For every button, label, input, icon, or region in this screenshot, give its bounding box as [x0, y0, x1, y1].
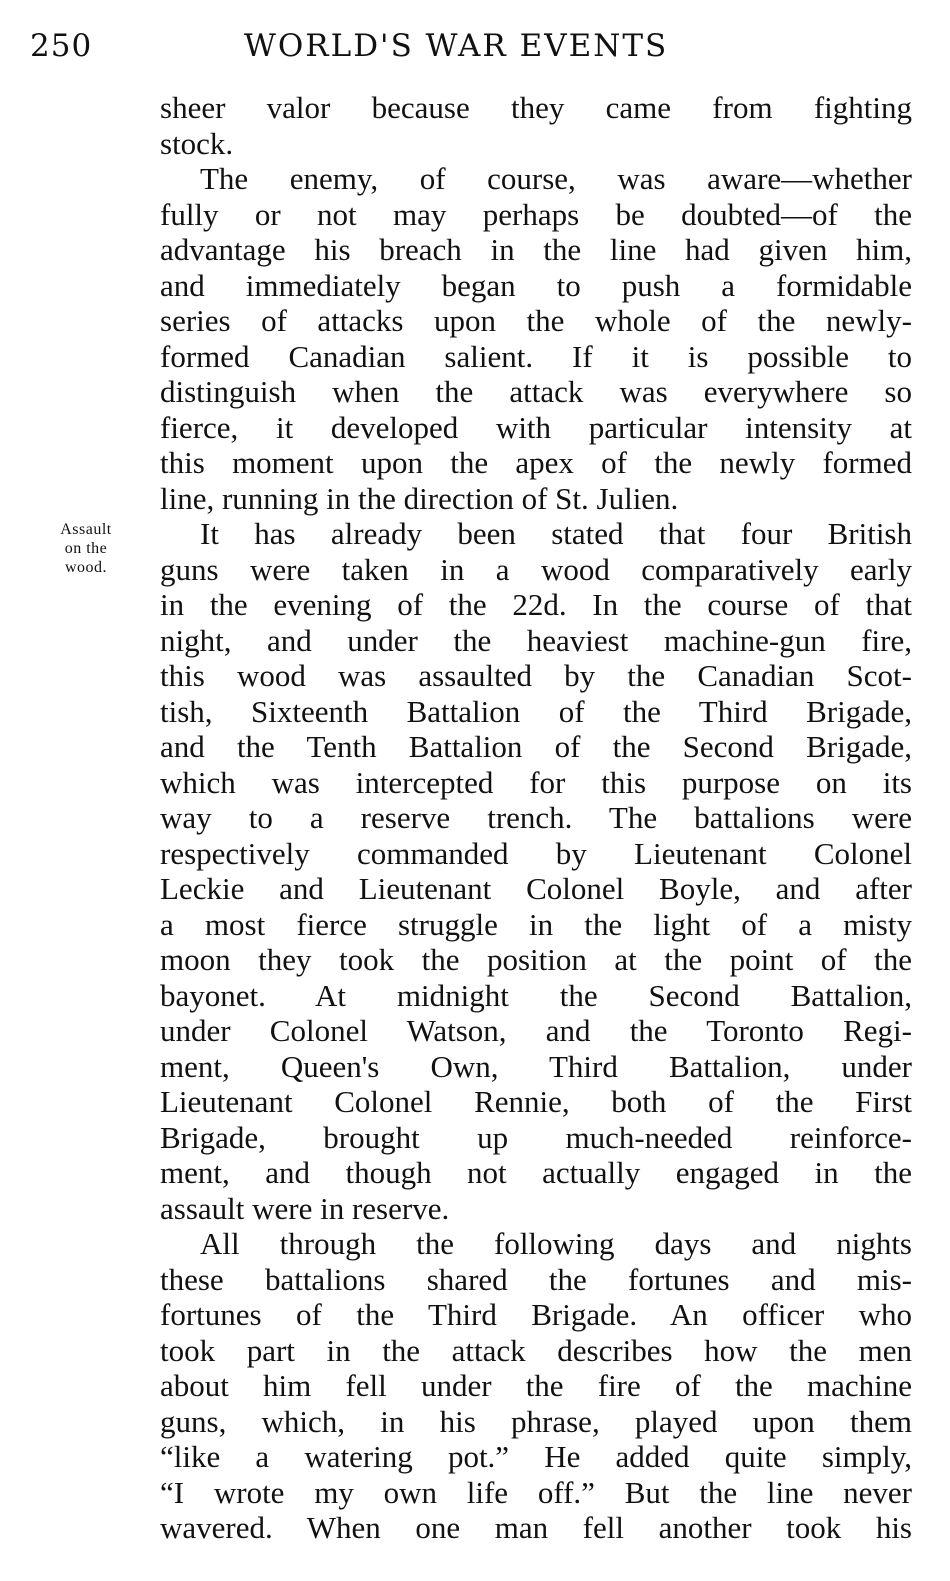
- text-line: moon they took the position at the point of the: [160, 942, 912, 977]
- text-line: way to a reserve trench. The battalions were: [160, 800, 912, 835]
- body-text: [160, 90, 912, 1546]
- margin-note-line: Assault: [60, 521, 112, 538]
- margin-note-line: wood.: [64, 559, 108, 576]
- margin-note: [34, 520, 138, 577]
- running-title: WORLD'S WAR EVENTS: [244, 28, 669, 64]
- text-line: “like a watering pot.” He added quite simply,: [160, 1439, 912, 1474]
- text-line: wavered. When one man fell another took his: [160, 1510, 912, 1545]
- text-line: guns were taken in a wood comparatively early: [160, 551, 912, 587]
- text-line: It has already been stated that four British: [200, 516, 912, 551]
- text-line: series of attacks upon the whole of the newly-: [160, 303, 912, 338]
- text-line: line, running in the direction of St. Julien.: [160, 480, 679, 516]
- margin-note-line: on the: [64, 540, 108, 557]
- page-number: 250: [30, 28, 93, 64]
- text-line: stock.: [160, 125, 234, 161]
- text-line: ment, Queen's Own, Third Battalion, under: [160, 1048, 912, 1084]
- text-line: these battalions shared the fortunes and mis-: [160, 1261, 912, 1297]
- text-line: sheer valor because they came from fighting: [160, 90, 912, 125]
- text-line: The enemy, of course, was aware—whether: [200, 161, 912, 196]
- text-line: night, and under the heaviest machine-gun fire,: [160, 622, 912, 658]
- text-line: about him fell under the fire of the machine: [160, 1368, 912, 1403]
- text-line: Lieutenant Colonel Rennie, both of the First: [160, 1084, 912, 1119]
- text-line: ment, and though not actually engaged in the: [160, 1155, 912, 1190]
- text-line: formed Canadian salient. If it is possible to: [160, 338, 912, 374]
- text-line: took part in the attack describes how the men: [160, 1332, 912, 1368]
- text-line: fortunes of the Third Brigade. An officer who: [160, 1297, 912, 1332]
- text-line: assault were in reserve.: [160, 1190, 450, 1226]
- text-line: and the Tenth Battalion of the Second Brigade,: [160, 729, 912, 764]
- text-line: and immediately began to push a formidable: [160, 267, 912, 303]
- text-line: in the evening of the 22d. In the course of that: [160, 587, 912, 622]
- text-line: a most fierce struggle in the light of a misty: [160, 906, 912, 942]
- text-line: guns, which, in his phrase, played upon them: [160, 1403, 912, 1439]
- text-line: Brigade, brought up much-needed reinforce-: [160, 1119, 912, 1155]
- text-line: fierce, it developed with particular intensity at: [160, 409, 912, 445]
- text-line: under Colonel Watson, and the Toronto Regi-: [160, 1013, 912, 1048]
- text-line: All through the following days and nights: [200, 1226, 912, 1261]
- text-line: this wood was assaulted by the Canadian Scot-: [160, 658, 912, 693]
- text-line: which was intercepted for this purpose on its: [160, 764, 912, 800]
- text-line: Leckie and Lieutenant Colonel Boyle, and after: [160, 871, 912, 906]
- text-line: respectively commanded by Lieutenant Colonel: [160, 835, 912, 871]
- running-head: [0, 22, 950, 72]
- text-line: this moment upon the apex of the newly formed: [160, 445, 912, 480]
- text-line: fully or not may perhaps be doubted—of the: [160, 196, 912, 232]
- text-line: tish, Sixteenth Battalion of the Third Brigade,: [160, 693, 912, 729]
- text-line: advantage his breach in the line had given him,: [160, 232, 912, 267]
- text-line: distinguish when the attack was everywhere so: [160, 374, 912, 409]
- text-line: “I wrote my own life off.” But the line never: [160, 1474, 912, 1510]
- text-line: bayonet. At midnight the Second Battalion,: [160, 977, 912, 1013]
